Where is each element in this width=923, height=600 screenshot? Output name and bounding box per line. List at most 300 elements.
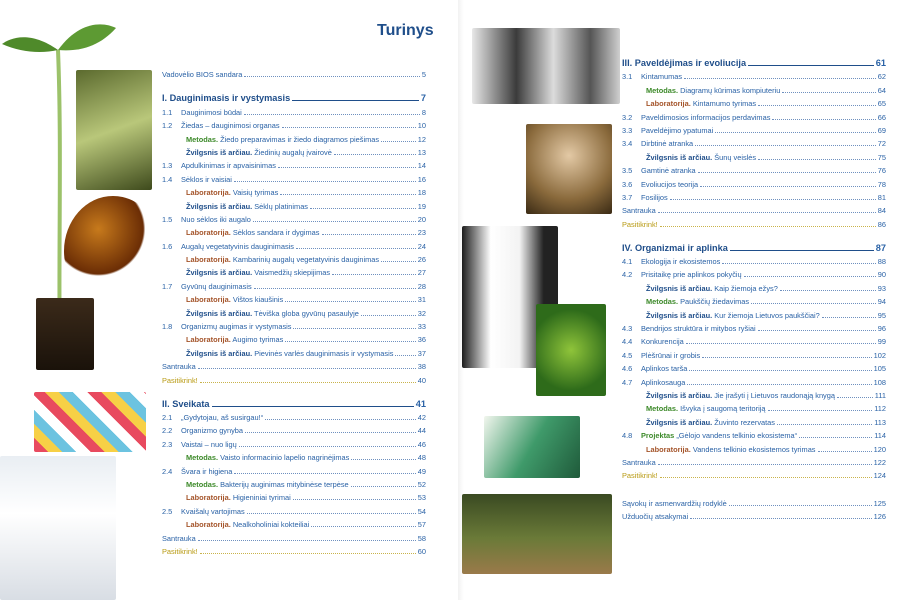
toc-entry-title <box>622 243 728 253</box>
toc-entry-number: 1.8 <box>162 322 173 332</box>
toc-leader-dots <box>282 127 416 128</box>
toc-page-number: 61 <box>875 58 886 68</box>
toc-entry <box>162 422 426 435</box>
toc-summary-entry <box>622 202 886 215</box>
toc-page-number: 87 <box>875 242 886 253</box>
toc-entry-title <box>181 322 291 331</box>
toc-entry-title <box>646 391 835 400</box>
toc-entry <box>162 435 426 448</box>
toc-entry-title <box>646 86 780 95</box>
toc-entry <box>162 502 426 515</box>
toc-entry-tag: Žvilgsnis iš arčiau. <box>646 283 713 293</box>
toc-entry-text: Bakterijų auginimas mitybinėse terpėse <box>218 479 349 489</box>
toc-page-number: 18 <box>417 188 426 198</box>
toc-entry-title <box>186 520 309 529</box>
toc-entry <box>622 279 886 292</box>
toc-entry-number: 3.2 <box>622 112 633 122</box>
toc-entry <box>622 81 886 94</box>
toc-entry-number: 4.4 <box>622 337 633 347</box>
toc-leader-dots <box>758 159 876 160</box>
toc-leader-dots <box>695 145 876 146</box>
toc-entry-title <box>186 295 283 304</box>
toc-entry-title <box>181 282 252 291</box>
toc-entry <box>162 304 426 317</box>
toc-page-number: 69 <box>877 125 886 135</box>
toc-entry <box>622 306 886 319</box>
toc-page-number: 31 <box>417 295 426 305</box>
toc-entry <box>622 494 886 507</box>
toc-entry-tag: Žvilgsnis iš arčiau. <box>646 390 713 400</box>
toc-entry-tag: Laboratorija. <box>646 99 691 109</box>
toc-entry-text: I. Dauginimasis ir vystymasis <box>162 93 291 104</box>
cicada-photo <box>76 70 152 190</box>
toc-summary-entry <box>162 358 426 371</box>
toc-leader-dots <box>198 368 416 369</box>
toc-page-number: 102 <box>873 350 886 360</box>
toc-entry-text: Sąvokų ir asmenvardžių rodyklė <box>622 498 727 508</box>
toc-entry-title <box>186 135 379 144</box>
toc-leader-dots <box>296 248 416 249</box>
toc-page-number: 33 <box>417 322 426 332</box>
toc-leader-dots <box>293 328 415 329</box>
toc-chapter-heading <box>622 233 886 253</box>
toc-entry <box>162 224 426 237</box>
toc-page-number: 10 <box>417 121 426 131</box>
toc-entry-text: Organizmų augimas ir vystymasis <box>181 322 292 332</box>
toc-entry-title <box>186 493 291 502</box>
toc-entry <box>622 333 886 346</box>
toc-entry-text: Organizmo gynyba <box>181 426 244 436</box>
toc-page-number: 20 <box>417 214 426 224</box>
toc-leader-dots <box>285 341 415 342</box>
toc-page-number: 75 <box>877 152 886 162</box>
toc-leader-dots <box>322 234 416 235</box>
toc-entry-title <box>186 335 283 344</box>
toc-page-number: 122 <box>873 457 886 467</box>
toc-entry-tag: Žvilgsnis iš arčiau. <box>186 308 253 318</box>
toc-page-number: 99 <box>877 337 886 347</box>
toc-leader-dots <box>254 288 416 289</box>
toc-entry-number: 1.6 <box>162 241 173 251</box>
toc-entry <box>162 197 426 210</box>
toc-page-number: 62 <box>877 72 886 82</box>
toc-entry-text: Pasitikrink! <box>162 375 198 385</box>
toc-page-number: 112 <box>874 404 886 414</box>
toc-entry <box>162 331 426 344</box>
toc-leader-dots <box>686 343 876 344</box>
deer-photo <box>462 494 612 574</box>
toc-page-number: 24 <box>417 241 426 251</box>
toc-leader-dots <box>311 526 416 527</box>
toc-entry-text: Jie įrašyti į Lietuvos raudonąją knygą <box>712 390 835 400</box>
toc-page-number: 52 <box>417 479 426 489</box>
toc-entry-tag: Laboratorija. <box>646 444 691 454</box>
toc-page-number: 37 <box>417 348 426 358</box>
toc-entry-tag: Metodas. <box>646 85 679 95</box>
toc-entry-title <box>181 440 237 449</box>
toc-entry-title <box>181 507 245 516</box>
toc-entry-text: Gyvūnų dauginimasis <box>181 281 252 291</box>
toc-entry-title <box>181 413 263 422</box>
toc-entry-text: Žuvinto rezervatas <box>712 417 775 427</box>
toc-entry-title <box>641 72 682 81</box>
toc-leader-dots <box>381 261 416 262</box>
toc-entry-text: Pasitikrink! <box>162 546 198 556</box>
toc-entry-tag: Žvilgsnis iš arčiau. <box>186 201 253 211</box>
toc-entry-text: Paveldėjimo ypatumai <box>641 125 714 135</box>
toc-entry-title <box>186 188 278 197</box>
toc-leader-dots <box>777 424 872 425</box>
toc-entry-number: 2.3 <box>162 439 173 449</box>
toc-page-number: 108 <box>873 377 886 387</box>
toc-page-number: 57 <box>417 520 426 530</box>
toc-entry <box>622 266 886 279</box>
toc-self-check-entry <box>622 467 886 480</box>
toc-page-number: 54 <box>417 506 426 516</box>
toc-entry-number: 1.1 <box>162 107 173 117</box>
toc-leader-dots <box>730 250 874 251</box>
toc-entry <box>622 135 886 148</box>
toc-entry-text: III. Paveldėjimas ir evoliucija <box>622 58 747 68</box>
toc-entry-number: 2.1 <box>162 412 173 422</box>
toc-entry-number: 3.3 <box>622 125 633 135</box>
toc-entry-title <box>622 206 656 215</box>
toc-entry-text: Sėklos sandara ir dygimas <box>230 228 320 238</box>
toc-entry-title <box>641 378 685 387</box>
toc-entry-text: Evoliucijos teorija <box>641 179 699 189</box>
toc-entry-tag: Žvilgsnis iš arčiau. <box>186 348 253 358</box>
toc-leader-dots <box>212 406 414 407</box>
toc-entry-title <box>641 139 693 148</box>
toc-entry-text: Žiedinių augalų įvairovė <box>252 147 332 157</box>
toc-entry-title <box>181 175 232 184</box>
toc-entry-title <box>641 193 668 202</box>
toc-leader-dots <box>253 221 416 222</box>
toc-entry-text: Kintamumo tyrimas <box>690 99 757 109</box>
toc-leader-dots <box>285 301 416 302</box>
toc-entry <box>162 476 426 489</box>
toc-leader-dots <box>660 477 872 478</box>
toc-entry <box>622 346 886 359</box>
toc-entry-title <box>181 467 232 476</box>
toc-page-number: 46 <box>417 439 426 449</box>
toc-entry-text: Paukščių žiedavimas <box>678 297 750 307</box>
toc-entry <box>162 237 426 250</box>
toc-entry <box>162 291 426 304</box>
toc-page-number: 7 <box>420 93 426 104</box>
toc-entry-number: 1.3 <box>162 161 173 171</box>
toc-entry-tag: Laboratorija. <box>186 255 231 265</box>
toc-entry-text: II. Sveikata <box>162 398 210 409</box>
toc-entry-text: „Gydytojau, aš susirgau!“ <box>181 412 264 422</box>
toc-entry-text: Santrauka <box>162 533 196 543</box>
toc-leader-dots <box>381 141 416 142</box>
toc-self-check-entry <box>162 543 426 556</box>
toc-entry <box>162 103 426 116</box>
page-title: Turinys <box>377 22 434 39</box>
toc-leader-dots <box>239 446 416 447</box>
toc-entry-title <box>641 324 756 333</box>
toc-entry-text: Išvyka į saugomą teritoriją <box>678 404 766 414</box>
toc-leader-dots <box>244 76 419 77</box>
toc-entry-text: Higieniniai tyrimai <box>230 493 291 503</box>
toc-entry-text: Ekologija ir ekosistemos <box>641 257 721 267</box>
toc-page-number: 125 <box>873 498 886 508</box>
toc-entry-title <box>162 362 196 371</box>
toc-entry-number: 4.2 <box>622 270 633 280</box>
toc-leader-dots <box>702 357 872 358</box>
toc-entry-title <box>181 215 251 224</box>
toc-entry-tag: Žvilgsnis iš arčiau. <box>646 152 713 162</box>
toc-entry <box>622 400 886 413</box>
toc-entry-title <box>641 364 687 373</box>
toc-leader-dots <box>768 410 873 411</box>
toc-page-number: 60 <box>417 546 426 556</box>
toc-entry-title <box>181 242 294 251</box>
toc-page-number: 95 <box>877 310 886 320</box>
toc-entry-number: 1.2 <box>162 121 173 131</box>
toc-entry <box>622 148 886 161</box>
toc-entry-title <box>622 499 727 508</box>
toc-page-number: 36 <box>417 335 426 345</box>
toc-summary-entry <box>162 529 426 542</box>
toc-entry <box>622 293 886 306</box>
toc-entry-text: Vadovėlio BIOS sandara <box>162 70 243 80</box>
toc-entry-title <box>646 99 756 108</box>
toc-entry <box>622 427 886 440</box>
toc-entry-tag: Žvilgsnis iš arčiau. <box>186 268 253 278</box>
toc-entry-number: 2.2 <box>162 426 173 436</box>
toc-page-number: 65 <box>877 99 886 109</box>
toc-entry <box>622 175 886 188</box>
toc-leader-dots <box>310 208 416 209</box>
toc-entry-title <box>622 471 658 480</box>
toc-entry-tag: Laboratorija. <box>186 228 231 238</box>
toc-entry-number: 2.4 <box>162 466 173 476</box>
toc-leader-dots <box>684 78 876 79</box>
toc-entry-text: Aplinkos tarša <box>641 364 688 374</box>
toc-entry-text: Diagramų kūrimas kompiuteriu <box>678 85 781 95</box>
toc-entry-title <box>641 126 713 135</box>
toc-entry-number: 3.7 <box>622 192 633 202</box>
toc-leader-dots <box>799 437 872 438</box>
toc-entry-tag: Žvilgsnis iš arčiau. <box>186 147 253 157</box>
toc-page-number: 96 <box>877 324 886 334</box>
toc-summary-entry <box>622 454 886 467</box>
toc-self-check-entry <box>622 215 886 228</box>
toc-entry-text: Vištos kiaušinis <box>230 295 284 305</box>
toc-page-number: 94 <box>877 297 886 307</box>
toc-entry-text: „Gėlojo vandens telkinio ekosistema“ <box>674 431 798 441</box>
toc-page-number: 8 <box>421 107 426 117</box>
toc-entry-text: Augimo tyrimas <box>230 335 284 345</box>
toc-leader-dots <box>280 194 415 195</box>
germinating-bean-photo <box>36 298 94 370</box>
toc-leader-dots <box>245 432 416 433</box>
toc-entry-text: Kintamumas <box>641 72 683 82</box>
toc-entry-number: 4.7 <box>622 377 633 387</box>
toc-page-number: 120 <box>873 444 886 454</box>
kittens-photo <box>472 28 620 104</box>
toc-entry-text: Plėšrūnai ir grobis <box>641 350 701 360</box>
toc-leader-dots <box>818 451 872 452</box>
toc-entry-title <box>162 547 198 556</box>
toc-entry <box>162 66 426 79</box>
toc-page-number: 16 <box>417 174 426 184</box>
toc-entry-title <box>622 220 658 229</box>
toc-left-column <box>162 66 426 556</box>
toc-entry-title <box>181 108 242 117</box>
toc-page-number: 32 <box>417 308 426 318</box>
toc-entry-text: Užduočių atsakymai <box>622 512 689 522</box>
toc-entry-title <box>186 349 393 358</box>
toc-entry-tag: Laboratorija. <box>186 493 231 503</box>
toc-entry <box>622 508 886 521</box>
toc-entry-tag: Laboratorija. <box>186 295 231 305</box>
toc-entry-title <box>162 93 290 103</box>
toc-self-check-entry <box>162 371 426 384</box>
toc-entry <box>162 144 426 157</box>
toc-entry-title <box>641 351 700 360</box>
toc-entry-title <box>641 113 770 122</box>
toc-entry-text: Švara ir higiena <box>181 466 233 476</box>
toc-entry-text: Santrauka <box>162 362 196 372</box>
toc-entry-text: Aplinkosauga <box>641 377 686 387</box>
toc-page-number: 114 <box>874 431 886 441</box>
toc-entry-tag: Metodas. <box>646 404 679 414</box>
toc-leader-dots <box>658 212 876 213</box>
toc-entry-tag: Metodas. <box>646 297 679 307</box>
toc-entry-text: Vaisto informacinio lapelio nagrinėjimas <box>218 453 350 463</box>
toc-entry-tag: Žvilgsnis iš arčiau. <box>646 417 713 427</box>
toc-entry <box>162 489 426 502</box>
chameleon-photo <box>484 416 580 478</box>
toc-entry-text: Kambarinių augalų vegetatyvinis dauginimas <box>230 255 380 265</box>
toc-entry <box>622 373 886 386</box>
toc-entry <box>622 387 886 400</box>
toc-entry <box>162 344 426 357</box>
toc-entry-title <box>641 257 720 266</box>
toc-page-number: 126 <box>873 512 886 522</box>
toc-entry-text: Pasitikrink! <box>622 219 658 229</box>
toc-entry-number: 1.4 <box>162 174 173 184</box>
toc-entry-text: Nealkoholiniai kokteiliai <box>230 520 310 530</box>
toc-page-number: 27 <box>417 268 426 278</box>
doctor-with-child-photo <box>0 456 116 600</box>
toc-leader-dots <box>234 181 416 182</box>
toc-leader-dots <box>200 382 416 383</box>
toc-leader-dots <box>748 65 874 66</box>
toc-entry-text: Tėviška globa gyvūnų pasaulyje <box>252 308 359 318</box>
toc-entry <box>162 277 426 290</box>
toc-page-number: 42 <box>417 412 426 422</box>
toc-entry-title <box>186 228 320 237</box>
toc-entry-text: Fosilijos <box>641 192 668 202</box>
toc-page-number: 48 <box>417 453 426 463</box>
toc-entry-text: Kur žiemoja Lietuvos paukščiai? <box>712 310 820 320</box>
toc-leader-dots <box>395 355 415 356</box>
toc-entry-number: 3.1 <box>622 72 633 82</box>
toc-leader-dots <box>758 105 876 106</box>
toc-entry <box>622 95 886 108</box>
toc-entry-number: 4.5 <box>622 350 633 360</box>
toc-entry-text: Augalų vegetatyvinis dauginimasis <box>181 241 294 251</box>
toc-leader-dots <box>351 486 416 487</box>
toc-entry-title <box>186 268 330 277</box>
toc-entry-text: Kaip žiemoja ežys? <box>712 283 778 293</box>
toc-entry <box>622 413 886 426</box>
toc-entry-number: 4.1 <box>622 257 633 267</box>
toc-entry-title <box>646 418 775 427</box>
toc-entry <box>162 170 426 183</box>
toc-entry <box>622 162 886 175</box>
toc-entry-text: Vandens telkinio ekosistemos tyrimas <box>690 444 816 454</box>
toc-entry-text: Apdulkinimas ir apvaisinimas <box>181 161 276 171</box>
toc-entry-tag: Metodas. <box>186 134 219 144</box>
toc-entry-title <box>186 480 349 489</box>
toc-leader-dots <box>278 167 416 168</box>
toc-entry-title <box>646 297 749 306</box>
toc-leader-dots <box>658 464 872 465</box>
toc-entry-text: Gamtinė atranka <box>641 166 696 176</box>
toc-entry-title <box>641 166 696 175</box>
toc-leader-dots <box>687 384 871 385</box>
toc-leader-dots <box>744 276 876 277</box>
toc-leader-dots <box>293 499 416 500</box>
toc-entry-title <box>641 431 797 440</box>
toc-entry <box>162 462 426 475</box>
toc-page-number: 86 <box>877 219 886 229</box>
toc-leader-dots <box>292 100 419 101</box>
toc-leader-dots <box>670 199 876 200</box>
toc-entry-text: Vaisių tyrimas <box>230 188 279 198</box>
toc-entry-text: Vaismedžių skiepijimas <box>252 268 331 278</box>
toc-entry-text: Santrauka <box>622 457 656 467</box>
toc-entry-title <box>186 148 332 157</box>
toc-entry-number: 2.5 <box>162 506 173 516</box>
toc-page-number: 13 <box>417 147 426 157</box>
toc-entry-tag: Laboratorija. <box>186 520 231 530</box>
toc-entry-text: Žiedo preparavimas ir žiedo diagramos piešimas <box>218 134 380 144</box>
toc-leader-dots <box>334 154 416 155</box>
toc-entry-tag: Projektas <box>641 431 675 441</box>
toc-page-number: 84 <box>877 206 886 216</box>
toc-page-number: 5 <box>421 70 426 80</box>
toc-leader-dots <box>715 132 875 133</box>
seed-embryo-photo <box>64 196 162 306</box>
toc-page-number: 90 <box>877 270 886 280</box>
toc-entry-text: Paveldimosios informacijos perdavimas <box>641 112 771 122</box>
toc-leader-dots <box>247 513 416 514</box>
toc-page-number: 58 <box>417 533 426 543</box>
toc-entry-number: 3.4 <box>622 139 633 149</box>
toc-leader-dots <box>758 330 876 331</box>
toc-leader-dots <box>690 518 872 519</box>
toc-leader-dots <box>782 92 875 93</box>
toc-entry-title <box>641 270 742 279</box>
toc-leader-dots <box>234 473 415 474</box>
toc-entry <box>622 360 886 373</box>
toc-page-number: 76 <box>877 166 886 176</box>
toc-entry-title <box>181 121 280 130</box>
toc-entry-tag: Laboratorija. <box>186 335 231 345</box>
toc-leader-dots <box>200 553 416 554</box>
toc-entry-text: Vaistai – nuo ligų <box>181 439 237 449</box>
toc-entry <box>162 211 426 224</box>
toc-leader-dots <box>689 370 871 371</box>
toc-entry-number: 4.8 <box>622 431 633 441</box>
toc-leader-dots <box>244 114 420 115</box>
